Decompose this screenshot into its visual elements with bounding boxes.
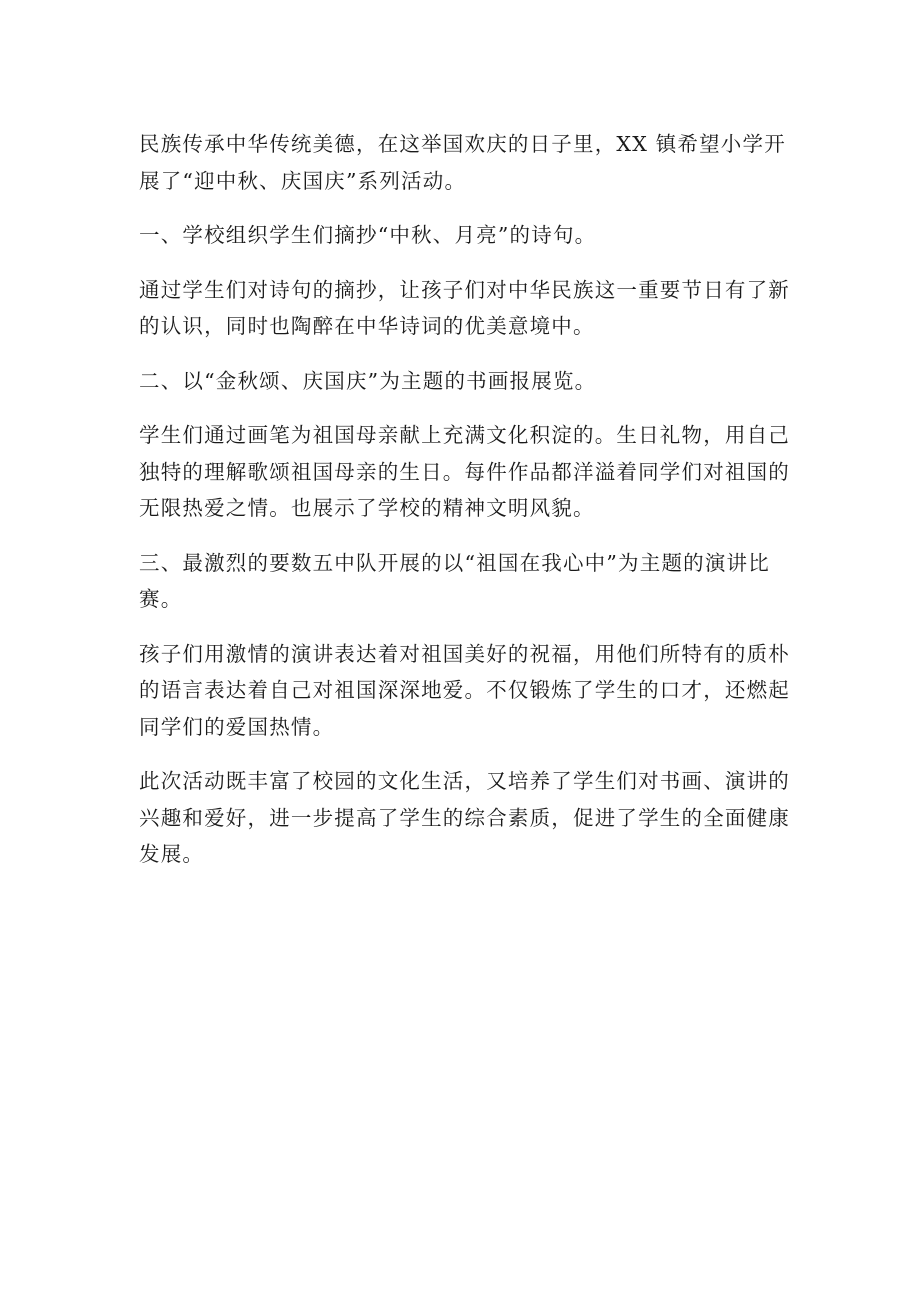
paragraph-3 (139, 636, 790, 746)
text-line: 发展。 (139, 842, 205, 866)
text-line: 的认识，同时也陶醉在中华诗词的优美意境中。 (139, 314, 595, 338)
text-line: 三、最激烈的要数五中队开展的以“祖国在我心中”为主题的演讲比 (139, 550, 770, 575)
text-line: 无限热爱之情。也展示了学校的精神文明风貌。 (139, 496, 595, 520)
text-line: 孩子们用激情的演讲表达着对祖国美好的祝福，用他们所特有的质朴 (139, 641, 790, 666)
text-line: 同学们的爱国热情。 (139, 714, 335, 739)
paragraph-conclusion (139, 763, 790, 873)
text-line: 二、以“金秋颂、庆国庆”为主题的书画报展览。 (139, 368, 597, 393)
section-heading-3 (139, 545, 784, 618)
document-body (139, 126, 790, 891)
text-line: 展了“迎中秋、庆国庆”系列活动。 (139, 168, 467, 193)
paragraph-intro (139, 126, 784, 199)
text-line: 赛。 (139, 587, 183, 611)
text-line: 的语言表达着自己对祖国深深地爱。不仅锻炼了学生的口才，还燃起 (139, 678, 790, 702)
text-line: 独特的理解歌颂祖国母亲的生日。每件作品都洋溢着同学们对祖国的 (139, 459, 790, 484)
text-line: 学生们通过画笔为祖国母亲献上充满文化积淀的。生日礼物，用自己 (139, 423, 790, 447)
section-heading-1 (139, 217, 784, 254)
text-line: 一、学校组织学生们摘抄“中秋、月亮”的诗句。 (139, 223, 597, 247)
paragraph-1 (139, 272, 790, 345)
text-line: 兴趣和爱好，进一步提高了学生的综合素质，促进了学生的全面健康 (139, 805, 790, 830)
paragraph-2 (139, 417, 790, 527)
text-line: 此次活动既丰富了校园的文化生活，又培养了学生们对书画、演讲的 (139, 769, 790, 793)
text-line: 通过学生们对诗句的摘抄，让孩子们对中华民族这一重要节日有了新 (139, 277, 790, 302)
text-line: 民族传承中华传统美德，在这举国欢庆的日子里，XX 镇希望小学开 (139, 132, 786, 156)
section-heading-2 (139, 363, 784, 400)
